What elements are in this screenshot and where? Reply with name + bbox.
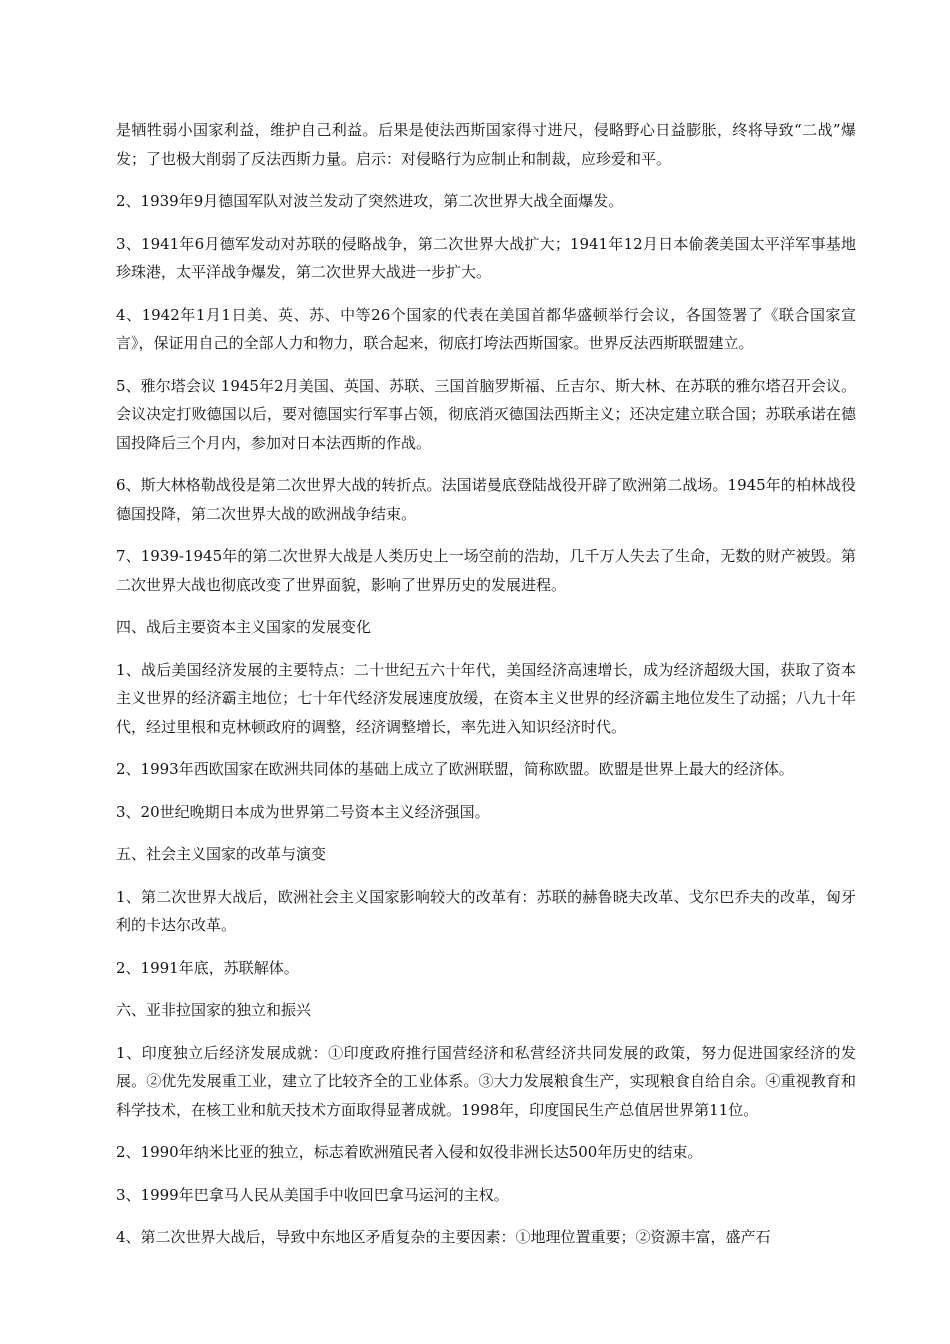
paragraph-section5-item-1: 1、第二次世界大战后，欧洲社会主义国家影响较大的改革有：苏联的赫鲁晓夫改革、戈尔巴乔夫的改革，匈牙利的卡达尔改革。 <box>116 887 856 934</box>
paragraph-item-5: 5、雅尔塔会议 1945年2月美国、英国、苏联、三国首脑罗斯福、丘吉尔、斯大林、在苏联的雅尔塔召开会议。会议决定打败德国以后，要对德国实行军事占领，彻底消灭德国法西斯主义；还决定建立联合国；苏联承诺在德国投降后三个月内，参加对日本法西斯的作战。 <box>116 376 856 452</box>
paragraph-section4-item-3: 3、20世纪晚期日本成为世界第二号资本主义经济强国。 <box>116 802 490 821</box>
paragraph-item-6: 6、斯大林格勒战役是第二次世界大战的转折点。法国诺曼底登陆战役开辟了欧洲第二战场。1945年的柏林战役德国投降，第二次世界大战的欧洲战争结束。 <box>116 476 856 523</box>
section-heading-5: 五、社会主义国家的改革与演变 <box>116 845 327 863</box>
paragraph-section6-item-2: 2、1990年纳米比亚的独立，标志着欧洲殖民者入侵和奴役非洲长达500年历史的结束。 <box>116 1143 703 1161</box>
paragraph-section6-item-4: 4、第二次世界大战后，导致中东地区矛盾复杂的主要因素：①地理位置重要；②资源丰富，盛产石 <box>116 1228 771 1246</box>
paragraph-item-3: 3、1941年6月德军发动对苏联的侵略战争，第二次世界大战扩大；1941年12月日本偷袭美国太平洋军事基地珍珠港，太平洋战争爆发，第二次世界大战进一步扩大。 <box>116 234 856 281</box>
paragraph-continuation: 是牺牲弱小国家利益，维护自己利益。后果是使法西斯国家得寸进尺，侵略野心日益膨胀，终将导致“二战”爆发；了也极大削弱了反法西斯力量。启示：对侵略行为应制止和制裁，应珍爱和平。 <box>116 121 856 168</box>
paragraph-section5-item-2: 2、1991年底，苏联解体。 <box>116 958 299 977</box>
document-page <box>116 116 856 1252</box>
paragraph-section4-item-2: 2、1993年西欧国家在欧洲共同体的基础上成立了欧洲联盟，简称欧盟。欧盟是世界上最大的经济体。 <box>116 760 794 778</box>
paragraph-item-7: 7、1939-1945年的第二次世界大战是人类历史上一场空前的浩劫，几千万人失去了生命，无数的财产被毁。第二次世界大战也彻底改变了世界面貌，影响了世界历史的发展进程。 <box>116 547 856 594</box>
paragraph-section4-item-1: 1、战后美国经济发展的主要特点：二十世纪五六十年代，美国经济高速增长，成为经济超级大国，获取了资本主义世界的经济霸主地位；七十年代经济发展速度放缓，在资本主义世界的经济霸主地位发生了动摇；八九十年代，经过里根和克林顿政府的调整，经济调整增长，率先进入知识经济时代。 <box>116 660 856 736</box>
paragraph-item-4: 4、1942年1月1日美、英、苏、中等26个国家的代表在美国首都华盛顿举行会议，各国签署了《联合国家宣言》，保证用自己的全部人力和物力，联合起来，彻底打垮法西斯国家。世界反法西斯联盟建立。 <box>116 305 856 352</box>
paragraph-item-2: 2、1939年9月德国军队对波兰发动了突然进攻，第二次世界大战全面爆发。 <box>116 192 624 210</box>
section-heading-4: 四、战后主要资本主义国家的发展变化 <box>116 618 372 636</box>
paragraph-section6-item-3: 3、1999年巴拿马人民从美国手中收回巴拿马运河的主权。 <box>116 1185 509 1204</box>
section-heading-6: 六、亚非拉国家的独立和振兴 <box>116 1001 312 1019</box>
paragraph-section6-item-1: 1、印度独立后经济发展成就：①印度政府推行国营经济和私营经济共同发展的政策，努力促进国家经济的发展。②优先发展重工业，建立了比较齐全的工业体系。③大力发展粮食生产，实现粮食自给自余。④重视教育和科学技术，在核工业和航天技术方面取得显著成就。1998年，印度国民生产总值居世界第11位。 <box>116 1043 856 1119</box>
